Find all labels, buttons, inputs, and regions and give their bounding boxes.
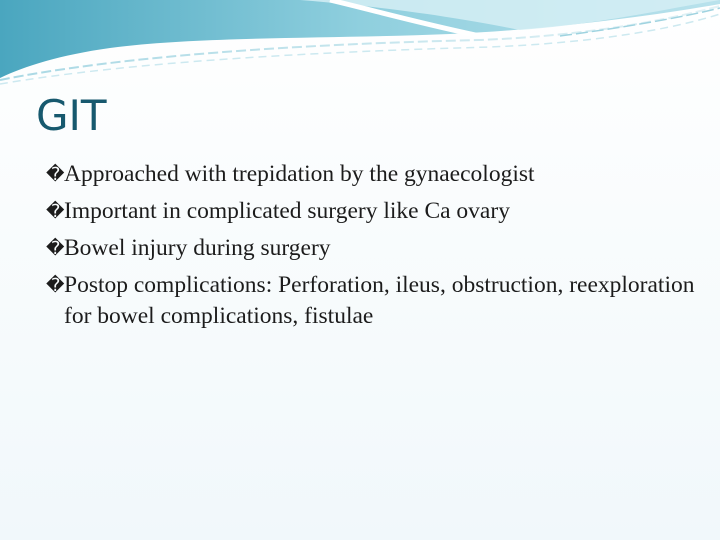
bullet-text: Approached with trepidation by the gynaecologist <box>64 161 535 187</box>
bullet-item <box>46 156 696 193</box>
bullet-marker: � <box>46 275 65 296</box>
bullet-marker: � <box>46 238 65 259</box>
bullet-item <box>46 193 696 230</box>
bullet-text: Postop complications: Perforation, ileus, obstruction, reexploration for bowel complications, fistulae <box>64 272 695 329</box>
bullet-marker: � <box>46 164 65 185</box>
bullet-marker: � <box>46 201 65 222</box>
header-wave-decoration <box>0 0 720 90</box>
bullet-text: Important in complicated surgery like Ca ovary <box>64 198 510 224</box>
bullet-item <box>46 267 696 332</box>
bullet-text: Bowel injury during surgery <box>64 235 331 261</box>
slide-title: GIT <box>36 91 107 140</box>
bullet-item <box>46 230 696 267</box>
bullet-list <box>46 156 696 332</box>
